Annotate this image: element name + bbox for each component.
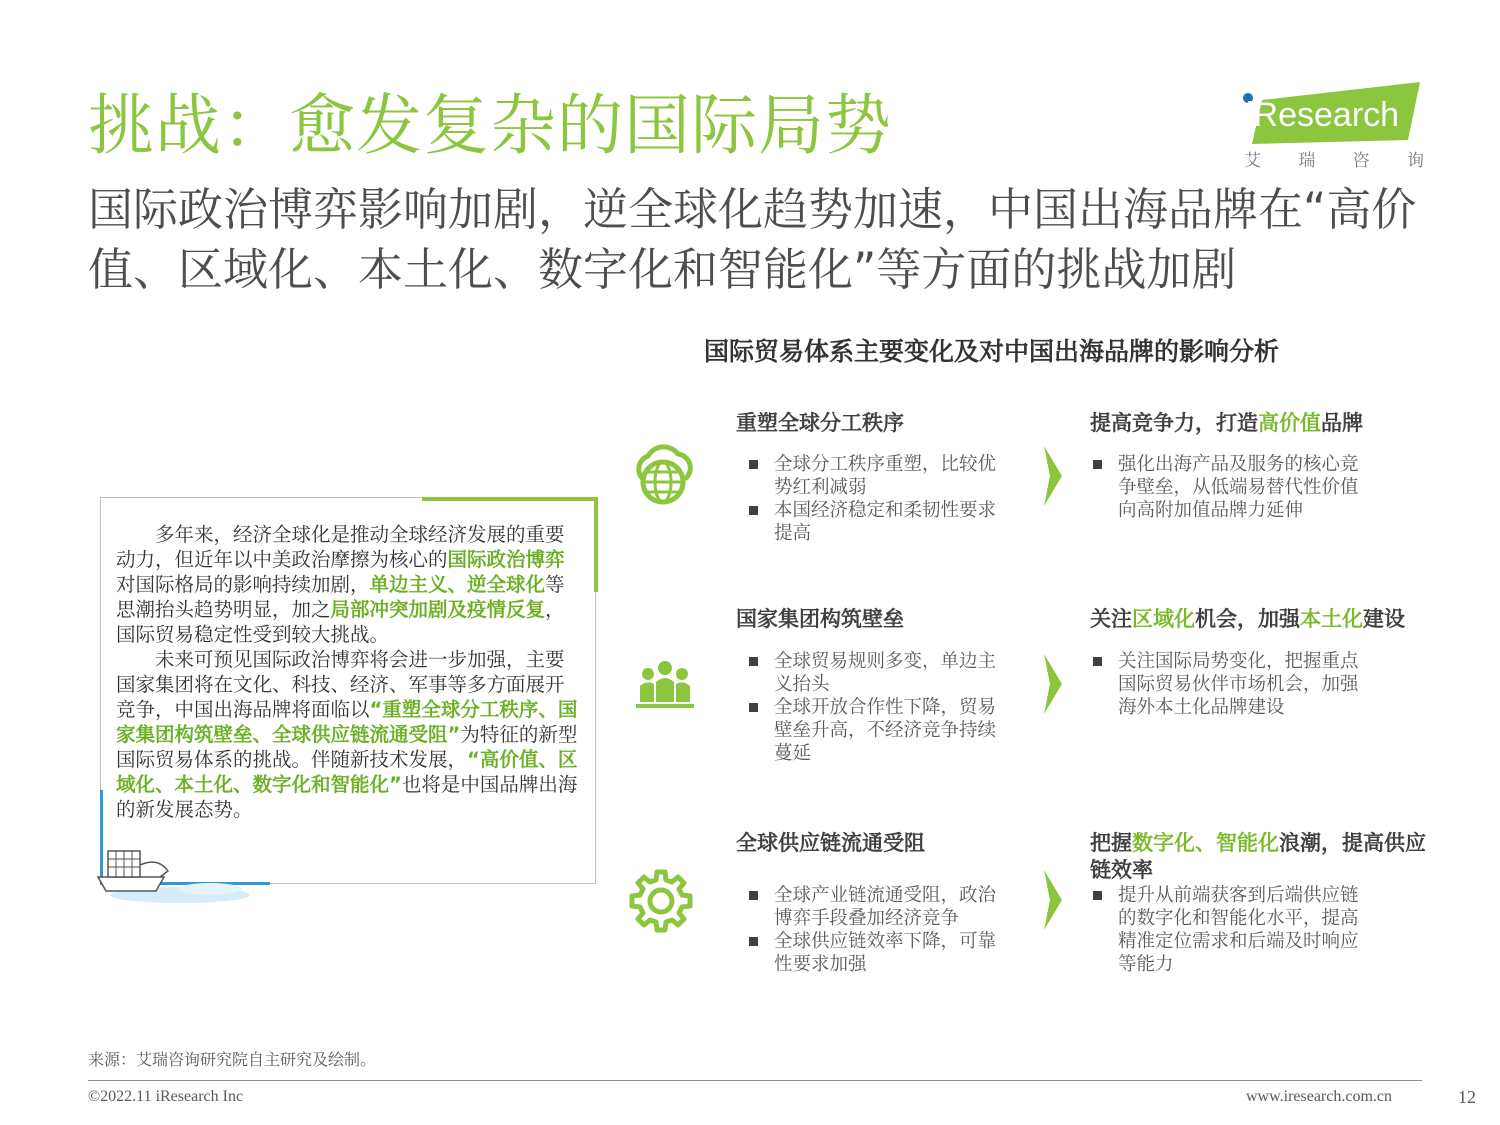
website-link[interactable]: www.iresearch.com.cn <box>1246 1088 1393 1105</box>
narrative-text-segment: 对国际格局的影响持续加剧， <box>116 573 370 596</box>
logo-subtitle: 艾 瑞 咨 询 <box>1244 151 1424 171</box>
change-title-2: 国家集团构筑壁垒 <box>736 607 904 631</box>
ship-icon <box>90 835 250 907</box>
change-bullets-1 <box>746 453 1006 545</box>
chevron-right-icon <box>1042 652 1064 716</box>
box-accent <box>422 497 597 501</box>
narrative-text-segment: 也将是中国品牌出海的新发展态势。 <box>116 773 578 821</box>
list-item: 全球贸易规则多变，单边主义抬头 <box>746 650 1006 696</box>
narrative-text-segment: 未来可预见国际政治博弈将会进一步加强，主要国家集团将在文化、科技、经济、军事等多方面展开竞争，中国出海品牌将面临以 <box>116 648 565 721</box>
chart-title: 国际贸易体系主要变化及对中国出海品牌的影响分析 <box>704 337 1280 366</box>
impact-title-segment: 关注 <box>1090 607 1132 631</box>
change-bullets-3 <box>746 884 1006 976</box>
narrative-text <box>116 522 582 822</box>
globe-cloud-icon <box>630 444 696 510</box>
impact-bullets-2 <box>1090 650 1360 719</box>
impact-title-highlight: 区域化 <box>1132 607 1195 631</box>
list-item: 全球产业链流通受阻，政治博弈手段叠加经济竞争 <box>746 884 1006 930</box>
narrative-text-segment: ，国际贸易稳定性受到较大挑战。 <box>116 598 565 646</box>
page-subtitle: 国际政治博弈影响加剧，逆全球化趋势加速，中国出海品牌在“高价值、区域化、本土化、数字化和智能化”等方面的挑战加剧 <box>88 183 1417 296</box>
narrative-text-segment: 等思潮抬头趋势明显，加之 <box>116 573 565 621</box>
chevron-right-icon <box>1042 868 1064 932</box>
list-item: 强化出海产品及服务的核心竞争壁垒，从低端易替代性价值向高附加值品牌力延伸 <box>1090 453 1360 522</box>
impact-bullets-1 <box>1090 453 1360 522</box>
source-note: 来源：艾瑞咨询研究院自主研究及绘制。 <box>88 1050 377 1069</box>
logo-text: iResearch <box>1246 96 1400 134</box>
impact-title-highlight: 数字化、智能化 <box>1132 831 1279 855</box>
change-title-1: 重塑全球分工秩序 <box>736 411 904 435</box>
change-bullets-2 <box>746 650 1006 765</box>
impact-title-segment: 把握 <box>1090 831 1132 855</box>
highlight-text: 国际政治博弈 <box>447 548 565 571</box>
impact-title-highlight: 本土化 <box>1300 607 1363 631</box>
list-item: 本国经济稳定和柔韧性要求提高 <box>746 499 1006 545</box>
list-item: 关注国际局势变化，把握重点国际贸易伙伴市场机会，加强海外本土化品牌建设 <box>1090 650 1360 719</box>
impact-bullets-3 <box>1090 884 1360 976</box>
list-item: 全球供应链效率下降，可靠性要求加强 <box>746 930 1006 976</box>
highlight-text: 局部冲突加剧及疫情反复 <box>330 598 546 621</box>
list-item: 全球开放合作性下降，贸易壁垒升高，不经济竞争持续蔓延 <box>746 696 1006 765</box>
impact-title-segment: 品牌 <box>1321 411 1363 435</box>
narrative-paragraph-1 <box>116 522 582 647</box>
page-title: 挑战：愈发复杂的国际局势 <box>88 87 892 164</box>
narrative-text-segment: 为特征的新型国际贸易体系的挑战。伴随新技术发展， <box>116 723 578 771</box>
impact-title-segment: 浪潮，提高供应链效率 <box>1090 831 1426 882</box>
impact-title-segment: 提高竞争力，打造 <box>1090 411 1258 435</box>
impact-title-segment: 建设 <box>1363 607 1405 631</box>
box-accent <box>594 497 598 592</box>
chevron-right-icon <box>1042 444 1064 508</box>
copyright: ©2022.11 iResearch Inc <box>88 1088 244 1105</box>
impact-title-segment: 机会，加强 <box>1195 607 1300 631</box>
footer-divider <box>88 1080 1422 1081</box>
impact-title-2 <box>1090 606 1405 633</box>
gear-icon <box>628 868 694 934</box>
impact-title-1 <box>1090 410 1363 437</box>
narrative-paragraph-2 <box>116 647 582 822</box>
highlight-text: 单边主义、逆全球化 <box>369 573 546 596</box>
narrative-text-segment: 多年来，经济全球化是推动全球经济发展的重要动力，但近年以中美政治摩擦为核心的 <box>116 523 565 571</box>
highlight-text: “重塑全球分工秩序、国家集团构筑壁垒、全球供应链流通受阻” <box>116 698 578 746</box>
group-people-icon <box>632 654 698 720</box>
page-number: 12 <box>1458 1087 1476 1107</box>
list-item: 全球分工秩序重塑，比较优势红利减弱 <box>746 453 1006 499</box>
impact-title-highlight: 高价值 <box>1258 411 1321 435</box>
list-item: 提升从前端获客到后端供应链的数字化和智能化水平，提高精准定位需求和后端及时响应等能力 <box>1090 884 1360 976</box>
impact-title-3 <box>1090 830 1440 884</box>
highlight-text: “高价值、区域化、本土化、数字化和智能化” <box>116 748 578 796</box>
change-title-3: 全球供应链流通受阻 <box>736 831 925 855</box>
